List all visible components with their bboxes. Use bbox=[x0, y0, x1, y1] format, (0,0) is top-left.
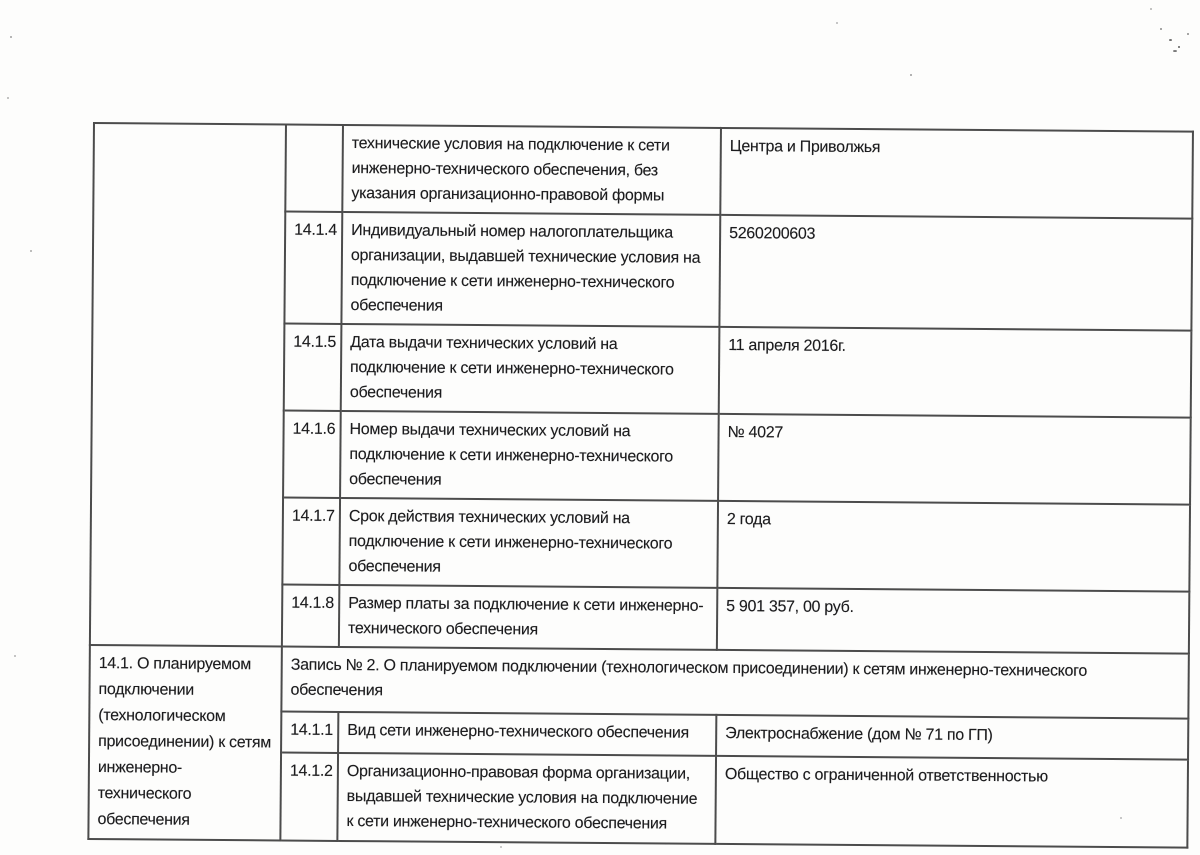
row-value: 5260200603 bbox=[719, 215, 1192, 331]
row-value: Общество с ограниченной ответственностью bbox=[715, 756, 1188, 848]
scan-speckle bbox=[14, 655, 16, 657]
scan-speckle bbox=[1160, 28, 1162, 30]
record-header-cell: Запись № 2. О планируемом подключении (технологическом присоединении) к сетям инженерно-технического обеспечения bbox=[281, 646, 1188, 718]
row-value: 5 901 357, 00 руб. bbox=[717, 588, 1189, 654]
scan-speckle bbox=[10, 36, 12, 38]
row-code: 14.1.8 bbox=[282, 585, 339, 647]
row-code: 14.1.6 bbox=[283, 411, 341, 498]
declaration-table-wrapper bbox=[87, 122, 1194, 849]
row-value: Центра и Приволжья bbox=[720, 128, 1193, 219]
row-code bbox=[285, 125, 343, 212]
row-value: 11 апреля 2016г. bbox=[719, 327, 1192, 418]
section-label-cell: 14.1. О планируемом подключении (технологическом присоединении) к сетям инженерно-технического обеспечения bbox=[88, 645, 282, 841]
scan-speckle bbox=[1173, 50, 1177, 52]
scan-speckle bbox=[1120, 817, 1122, 819]
row-code: 14.1.1 bbox=[281, 711, 338, 752]
scan-speckle bbox=[30, 250, 32, 252]
table-row bbox=[93, 123, 1193, 219]
row-code: 14.1.7 bbox=[282, 498, 340, 585]
row-description: Вид сети инженерно-технического обеспечения bbox=[338, 712, 716, 756]
row-code: 14.1.2 bbox=[280, 752, 338, 841]
row-description: Размер платы за подключение к сети инженерно-технического обеспечения bbox=[339, 585, 717, 650]
scan-speckle bbox=[1178, 46, 1180, 48]
row-description: Срок действия технических условий на подключение к сети инженерно-технического обеспечения bbox=[339, 498, 718, 588]
scan-speckle bbox=[7, 97, 9, 99]
scan-speckle bbox=[1187, 33, 1189, 35]
scan-speckle bbox=[1150, 8, 1152, 10]
row-description: Дата выдачи технических условий на подключение к сети инженерно-технического обеспечения bbox=[341, 324, 720, 414]
row-value: 2 года bbox=[717, 501, 1190, 592]
row-code: 14.1.5 bbox=[284, 324, 342, 411]
row-value: № 4027 bbox=[718, 414, 1191, 505]
row-description: Организационно-правовая форма организации, выдавшей технические условия на подключение к сети инженерно-технического обеспечения bbox=[337, 753, 716, 844]
record-header-row bbox=[89, 645, 1188, 719]
declaration-table bbox=[87, 122, 1194, 849]
row-description: Индивидуальный номер налогоплательщика организации, выдавшей технические условия на подключение к сети инженерно-технического обеспечения bbox=[341, 212, 720, 327]
scan-speckle bbox=[836, 22, 838, 24]
row-description: Номер выдачи технических условий на подключение к сети инженерно-технического обеспечения bbox=[340, 411, 719, 501]
row-value: Электроснабжение (дом № 71 по ГП) bbox=[716, 715, 1188, 759]
scan-speckle bbox=[910, 74, 912, 76]
empty-section-cell bbox=[90, 123, 286, 646]
scan-speckle bbox=[500, 846, 502, 848]
row-description: технические условия на подключение к сети инженерно-технического обеспечения, без указания организационно-правовой формы bbox=[342, 125, 721, 215]
scan-speckle bbox=[1169, 39, 1172, 41]
row-code: 14.1.4 bbox=[284, 212, 342, 324]
